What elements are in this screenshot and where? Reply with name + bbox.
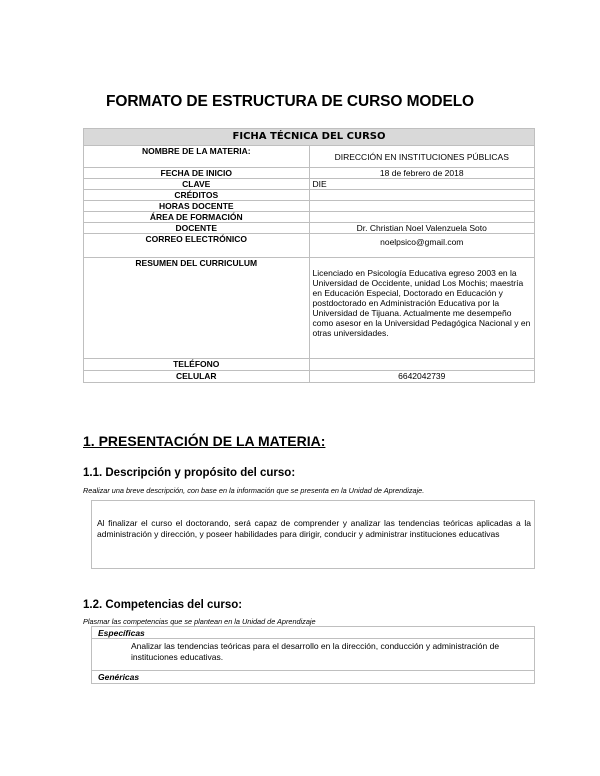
table-row: [84, 146, 535, 168]
table-row: [84, 223, 535, 234]
description-text: Al finalizar el curso el doctorando, será capaz de comprender y analizar las tendencias teóricas aplicadas a la administración y dirección, y poseer habilidades para dirigir, conducir y administrar instituciones educativas: [97, 518, 531, 539]
row-value: noelpsico@gmail.com: [309, 234, 535, 258]
row-value: [309, 212, 535, 223]
subsection-1-2-title: 1.2. Competencias del curso:: [83, 599, 243, 611]
row-value: Licenciado en Psicología Educativa egreso 2003 en la Universidad de Occidente, unidad Los Mochis; maestría en Educación Especial, Doctorado en Educación y postdoctorado en Administración Educativa por la Universidad de Tijuana. Actualmente me desempeño como asesor en la Universidad Pedagógica Nacional y en otras universidades.: [309, 258, 535, 359]
row-label: NOMBRE DE LA MATERIA:: [84, 146, 310, 168]
row-label: ÁREA DE FORMACIÓN: [84, 212, 310, 223]
especificas-text: Analizar las tendencias teóricas para el desarrollo en la dirección, conducción y administración de instituciones educativas.: [131, 641, 500, 662]
description-box: [91, 500, 535, 569]
divider: [92, 670, 534, 671]
ficha-tecnica-table: [83, 128, 535, 383]
table-row: [84, 201, 535, 212]
table-row: [84, 359, 535, 371]
table-row: [84, 258, 535, 359]
row-label: DOCENTE: [84, 223, 310, 234]
row-value: DIE: [309, 179, 535, 190]
table-header-row: [84, 129, 535, 146]
table-row: [84, 179, 535, 190]
genericas-label: Genéricas: [98, 672, 140, 682]
row-label: RESUMEN DEL CURRICULUM: [84, 258, 310, 359]
subsection-1-1-title: 1.1. Descripción y propósito del curso:: [83, 467, 296, 479]
subsection-1-1-instruction: Realizar una breve descripción, con base en la información que se presenta en la Unidad de Aprendizaje.: [83, 486, 425, 495]
row-value: 18 de febrero de 2018: [309, 168, 535, 179]
especificas-row: [92, 627, 534, 639]
row-label: HORAS DOCENTE: [84, 201, 310, 212]
especificas-label: Específicas: [98, 628, 145, 638]
row-label: CLAVE: [84, 179, 310, 190]
row-value: [309, 359, 535, 371]
row-value: [309, 201, 535, 212]
page-title: FORMATO DE ESTRUCTURA DE CURSO MODELO: [106, 93, 475, 110]
row-label: FECHA DE INICIO: [84, 168, 310, 179]
subsection-1-2-instruction: Plasmar las competencias que se plantean en la Unidad de Aprendizaje: [83, 617, 316, 626]
row-label: CORREO ELECTRÓNICO: [84, 234, 310, 258]
table-row: [84, 168, 535, 179]
section-1-title: 1. PRESENTACIÓN DE LA MATERIA:: [83, 433, 326, 449]
row-value: Dr. Christian Noel Valenzuela Soto: [309, 223, 535, 234]
table-row: [84, 371, 535, 383]
table-row: [84, 212, 535, 223]
row-value: DIRECCIÓN EN INSTITUCIONES PÚBLICAS: [309, 146, 535, 168]
ficha-header: FICHA TÉCNICA DEL CURSO: [84, 129, 535, 146]
row-label: CRÉDITOS: [84, 190, 310, 201]
row-label: TELÉFONO: [84, 359, 310, 371]
row-label: CELULAR: [84, 371, 310, 383]
table-row: [84, 234, 535, 258]
row-value: [309, 190, 535, 201]
row-value: 6642042739: [309, 371, 535, 383]
competencias-table: [91, 626, 535, 684]
table-row: [84, 190, 535, 201]
